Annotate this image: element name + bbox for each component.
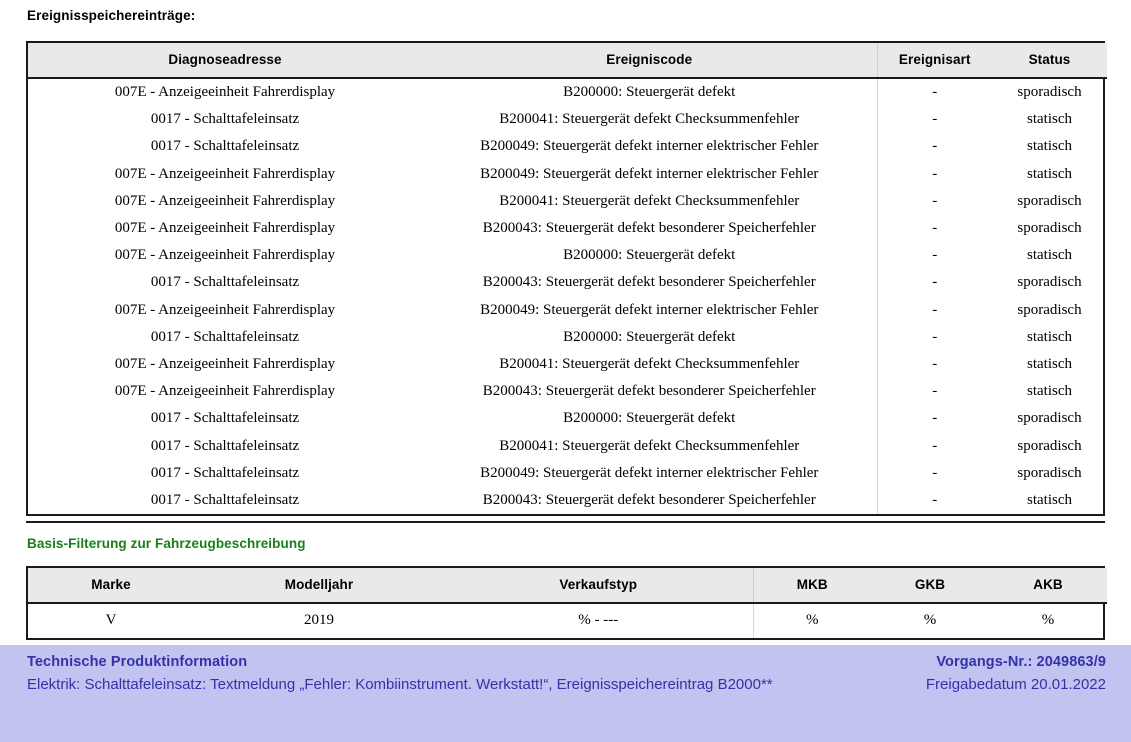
cell-ereigniscode: B200000: Steuergerät defekt (563, 328, 736, 345)
cell-ereignisart: - (877, 297, 992, 324)
cell-ereignisart: - (877, 269, 992, 296)
cell-marke: V (105, 612, 117, 628)
cell-status: statisch (1027, 491, 1072, 508)
table-row (28, 405, 1107, 432)
cell-ereignisart: - (877, 78, 992, 106)
footer-title: Technische Produktinformation (27, 654, 248, 670)
cell-mkb: % (753, 603, 871, 638)
table-row (28, 133, 1107, 160)
column-header-modelljahr: Modelljahr (194, 568, 444, 603)
column-header-marke: Marke (28, 568, 194, 603)
cell-ereignisart: - (877, 432, 992, 459)
cell-ereignisart: - (877, 487, 992, 514)
event-memory-table (26, 41, 1105, 516)
cell-ereigniscode: B200049: Steuergerät defekt interner elektrischer Fehler (480, 165, 819, 182)
table-row (28, 161, 1107, 188)
table-row (28, 297, 1107, 324)
cell-status: statisch (1027, 383, 1072, 400)
cell-diagnoseadresse: 007E - Anzeigeeinheit Fahrerdisplay (114, 220, 336, 237)
events-table-header-row (28, 43, 1107, 78)
column-header-ereigniscode: Ereigniscode (422, 43, 877, 78)
table-row (28, 188, 1107, 215)
table-row (28, 351, 1107, 378)
cell-ereignisart: - (877, 460, 992, 487)
cell-ereignisart: - (877, 378, 992, 405)
filter-table-header-row (28, 568, 1107, 603)
cell-ereignisart: - (877, 161, 992, 188)
column-header-verkaufstyp: Verkaufstyp (444, 568, 753, 603)
footer-left-block (27, 653, 787, 695)
cell-ereignisart: - (877, 188, 992, 215)
cell-diagnoseadresse: 0017 - Schalttafeleinsatz (150, 410, 300, 427)
cell-status: sporadisch (1017, 220, 1082, 237)
filter-section-heading: Basis-Filterung zur Fahrzeugbeschreibung (27, 536, 306, 551)
cell-ereigniscode: B200000: Steuergerät defekt (563, 84, 736, 101)
cell-diagnoseadresse: 0017 - Schalttafeleinsatz (150, 464, 300, 481)
cell-status: statisch (1027, 328, 1072, 345)
cell-ereignisart: - (877, 106, 992, 133)
column-header-akb: AKB (989, 568, 1107, 603)
cell-diagnoseadresse: 007E - Anzeigeeinheit Fahrerdisplay (114, 84, 336, 101)
cell-ereignisart: - (877, 242, 992, 269)
cell-diagnoseadresse: 0017 - Schalttafeleinsatz (150, 274, 300, 291)
column-header-mkb: MKB (753, 568, 871, 603)
cell-ereigniscode: B200049: Steuergerät defekt interner elektrischer Fehler (480, 138, 819, 155)
cell-gkb: % (923, 612, 937, 628)
cell-ereigniscode: B200043: Steuergerät defekt besonderer Speicherfehler (482, 383, 816, 400)
cell-diagnoseadresse: 007E - Anzeigeeinheit Fahrerdisplay (114, 301, 336, 318)
cell-ereigniscode: B200043: Steuergerät defekt besonderer Speicherfehler (482, 491, 816, 508)
cell-diagnoseadresse: 007E - Anzeigeeinheit Fahrerdisplay (114, 383, 336, 400)
cell-diagnoseadresse: 007E - Anzeigeeinheit Fahrerdisplay (114, 165, 336, 182)
cell-ereigniscode: B200041: Steuergerät defekt Checksummenfehler (499, 192, 800, 209)
cell-status: statisch (1027, 138, 1072, 155)
cell-status: sporadisch (1017, 84, 1082, 101)
footer-right-block (926, 653, 1106, 695)
cell-ereignisart: - (877, 405, 992, 432)
section-divider (26, 521, 1105, 523)
column-header-diagnoseadresse: Diagnoseadresse (28, 43, 422, 78)
cell-status: statisch (1027, 111, 1072, 128)
table-row (28, 215, 1107, 242)
document-footer (0, 645, 1131, 742)
column-header-gkb: GKB (871, 568, 989, 603)
page-title: Ereignisspeichereinträge: (27, 8, 196, 23)
cell-ereignisart: - (877, 133, 992, 160)
cell-ereigniscode: B200049: Steuergerät defekt interner elektrischer Fehler (480, 464, 819, 481)
cell-ereigniscode: B200000: Steuergerät defekt (563, 410, 736, 427)
column-header-ereignisart: Ereignisart (877, 43, 992, 78)
cell-ereigniscode: B200043: Steuergerät defekt besonderer Speicherfehler (482, 220, 816, 237)
vehicle-filter-table (26, 566, 1105, 640)
cell-ereigniscode: B200041: Steuergerät defekt Checksummenfehler (499, 111, 800, 128)
cell-diagnoseadresse: 007E - Anzeigeeinheit Fahrerdisplay (114, 192, 336, 209)
table-row (28, 324, 1107, 351)
cell-ereigniscode: B200043: Steuergerät defekt besonderer Speicherfehler (482, 274, 816, 291)
cell-diagnoseadresse: 0017 - Schalttafeleinsatz (150, 491, 300, 508)
table-row (28, 432, 1107, 459)
cell-status: sporadisch (1017, 437, 1082, 454)
cell-ereigniscode: B200000: Steuergerät defekt (563, 247, 736, 264)
table-row (28, 106, 1107, 133)
table-row (28, 460, 1107, 487)
table-row (28, 78, 1107, 106)
table-row (28, 603, 1107, 638)
table-row (28, 487, 1107, 514)
cell-diagnoseadresse: 007E - Anzeigeeinheit Fahrerdisplay (114, 355, 336, 372)
cell-ereignisart: - (877, 215, 992, 242)
cell-modelljahr: 2019 (304, 612, 334, 628)
footer-vorgangs-nr: Vorgangs-Nr.: 2049863/9 (936, 654, 1106, 670)
cell-diagnoseadresse: 007E - Anzeigeeinheit Fahrerdisplay (114, 247, 336, 264)
cell-diagnoseadresse: 0017 - Schalttafeleinsatz (150, 138, 300, 155)
column-header-status: Status (992, 43, 1107, 78)
cell-ereignisart: - (877, 324, 992, 351)
cell-ereigniscode: B200041: Steuergerät defekt Checksummenfehler (499, 355, 800, 372)
footer-subtitle: Elektrik: Schalttafeleinsatz: Textmeldung „Fehler: Kombiinstrument. Werkstatt!“, Ereignisspeichereintrag B2000** (27, 675, 773, 693)
table-row (28, 242, 1107, 269)
cell-status: statisch (1027, 165, 1072, 182)
cell-ereigniscode: B200041: Steuergerät defekt Checksummenfehler (499, 437, 800, 454)
cell-diagnoseadresse: 0017 - Schalttafeleinsatz (150, 111, 300, 128)
footer-freigabedatum: Freigabedatum 20.01.2022 (925, 675, 1106, 693)
cell-verkaufstyp: % - --- (578, 612, 619, 628)
cell-status: sporadisch (1017, 464, 1082, 481)
cell-status: sporadisch (1017, 301, 1082, 318)
cell-ereigniscode: B200049: Steuergerät defekt interner elektrischer Fehler (480, 301, 819, 318)
cell-diagnoseadresse: 0017 - Schalttafeleinsatz (150, 437, 300, 454)
table-row (28, 378, 1107, 405)
cell-status: statisch (1027, 247, 1072, 264)
cell-diagnoseadresse: 0017 - Schalttafeleinsatz (150, 328, 300, 345)
table-row (28, 269, 1107, 296)
cell-akb: % (1041, 612, 1055, 628)
cell-status: sporadisch (1017, 274, 1082, 291)
cell-status: statisch (1027, 355, 1072, 372)
cell-status: sporadisch (1017, 410, 1082, 427)
cell-status: sporadisch (1017, 192, 1082, 209)
cell-ereignisart: - (877, 351, 992, 378)
